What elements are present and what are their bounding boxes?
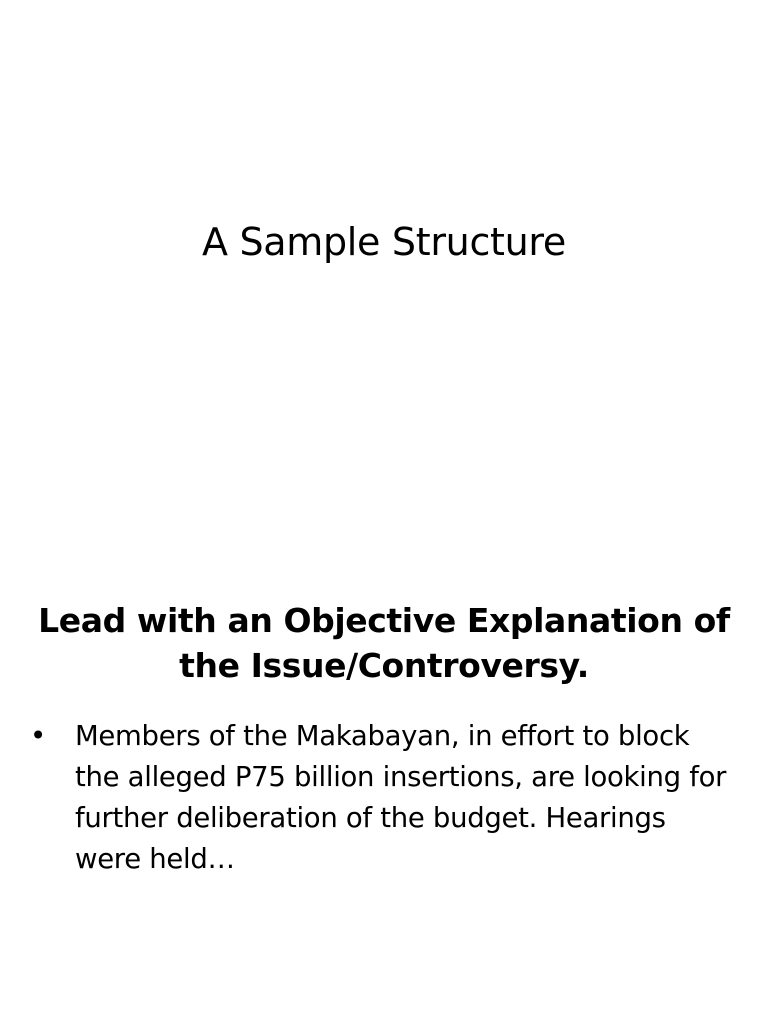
slide-title: A Sample Structure — [201, 220, 566, 264]
bullet-item — [30, 716, 730, 880]
content-slide — [0, 512, 768, 1024]
bullet-text: Members of the Makabayan, in effort to block the alleged P75 billion insertions, are looking for further deliberation of the budget. Hearings were held… — [75, 720, 727, 875]
bullet-list — [30, 716, 730, 880]
slide-heading: Lead with an Objective Explanation of the Issue/Controversy. — [38, 601, 730, 685]
bullet-dot-icon: • — [30, 720, 46, 752]
